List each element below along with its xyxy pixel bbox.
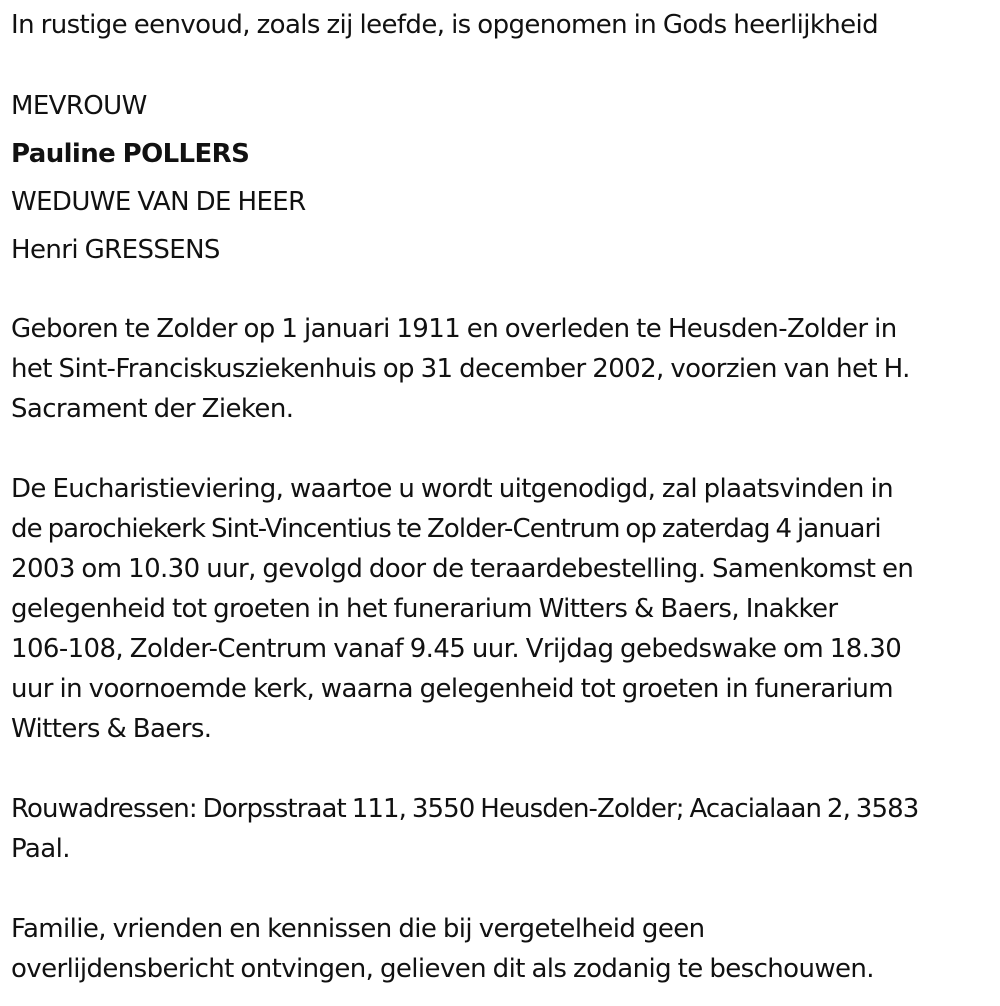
deceased-name: Pauline POLLERS <box>11 139 250 169</box>
closing-line: Familie, vrienden en kennissen die bij vergetelheid geen <box>11 914 705 944</box>
widow-of-label: WEDUWE VAN DE HEER <box>11 187 306 217</box>
ceremony-line: De Eucharistieviering, waartoe u wordt uitgenodigd, zal plaatsvinden in <box>11 474 893 504</box>
birth-death-line: het Sint-Franciskusziekenhuis op 31 december 2002, voorzien van het H. <box>11 354 910 384</box>
title-label: MEVROUW <box>11 91 147 121</box>
address-line: Rouwadressen: Dorpsstraat 111, 3550 Heusden-Zolder; Acacialaan 2, 3583 <box>11 794 919 824</box>
birth-death-line: Sacrament der Zieken. <box>11 394 294 424</box>
birth-death-line: Geboren te Zolder op 1 januari 1911 en overleden te Heusden-Zolder in <box>11 314 897 344</box>
intro-text: In rustige eenvoud, zoals zij leefde, is opgenomen in Gods heerlijkheid <box>11 10 879 40</box>
ceremony-line: gelegenheid tot groeten in het funerarium Witters & Baers, Inakker <box>11 594 838 624</box>
husband-name: Henri GRESSENS <box>11 235 220 265</box>
ceremony-line: Witters & Baers. <box>11 714 212 744</box>
address-line: Paal. <box>11 834 70 864</box>
ceremony-line: 106-108, Zolder-Centrum vanaf 9.45 uur. Vrijdag gebedswake om 18.30 <box>11 634 902 664</box>
ceremony-line: uur in voornoemde kerk, waarna gelegenheid tot groeten in funerarium <box>11 674 894 704</box>
closing-line: overlijdensbericht ontvingen, gelieven dit als zodanig te beschouwen. <box>11 954 874 984</box>
ceremony-line: de parochiekerk Sint-Vincentius te Zolder-Centrum op zaterdag 4 januari <box>11 514 881 544</box>
ceremony-line: 2003 om 10.30 uur, gevolgd door de teraardebestelling. Samenkomst en <box>11 554 914 584</box>
